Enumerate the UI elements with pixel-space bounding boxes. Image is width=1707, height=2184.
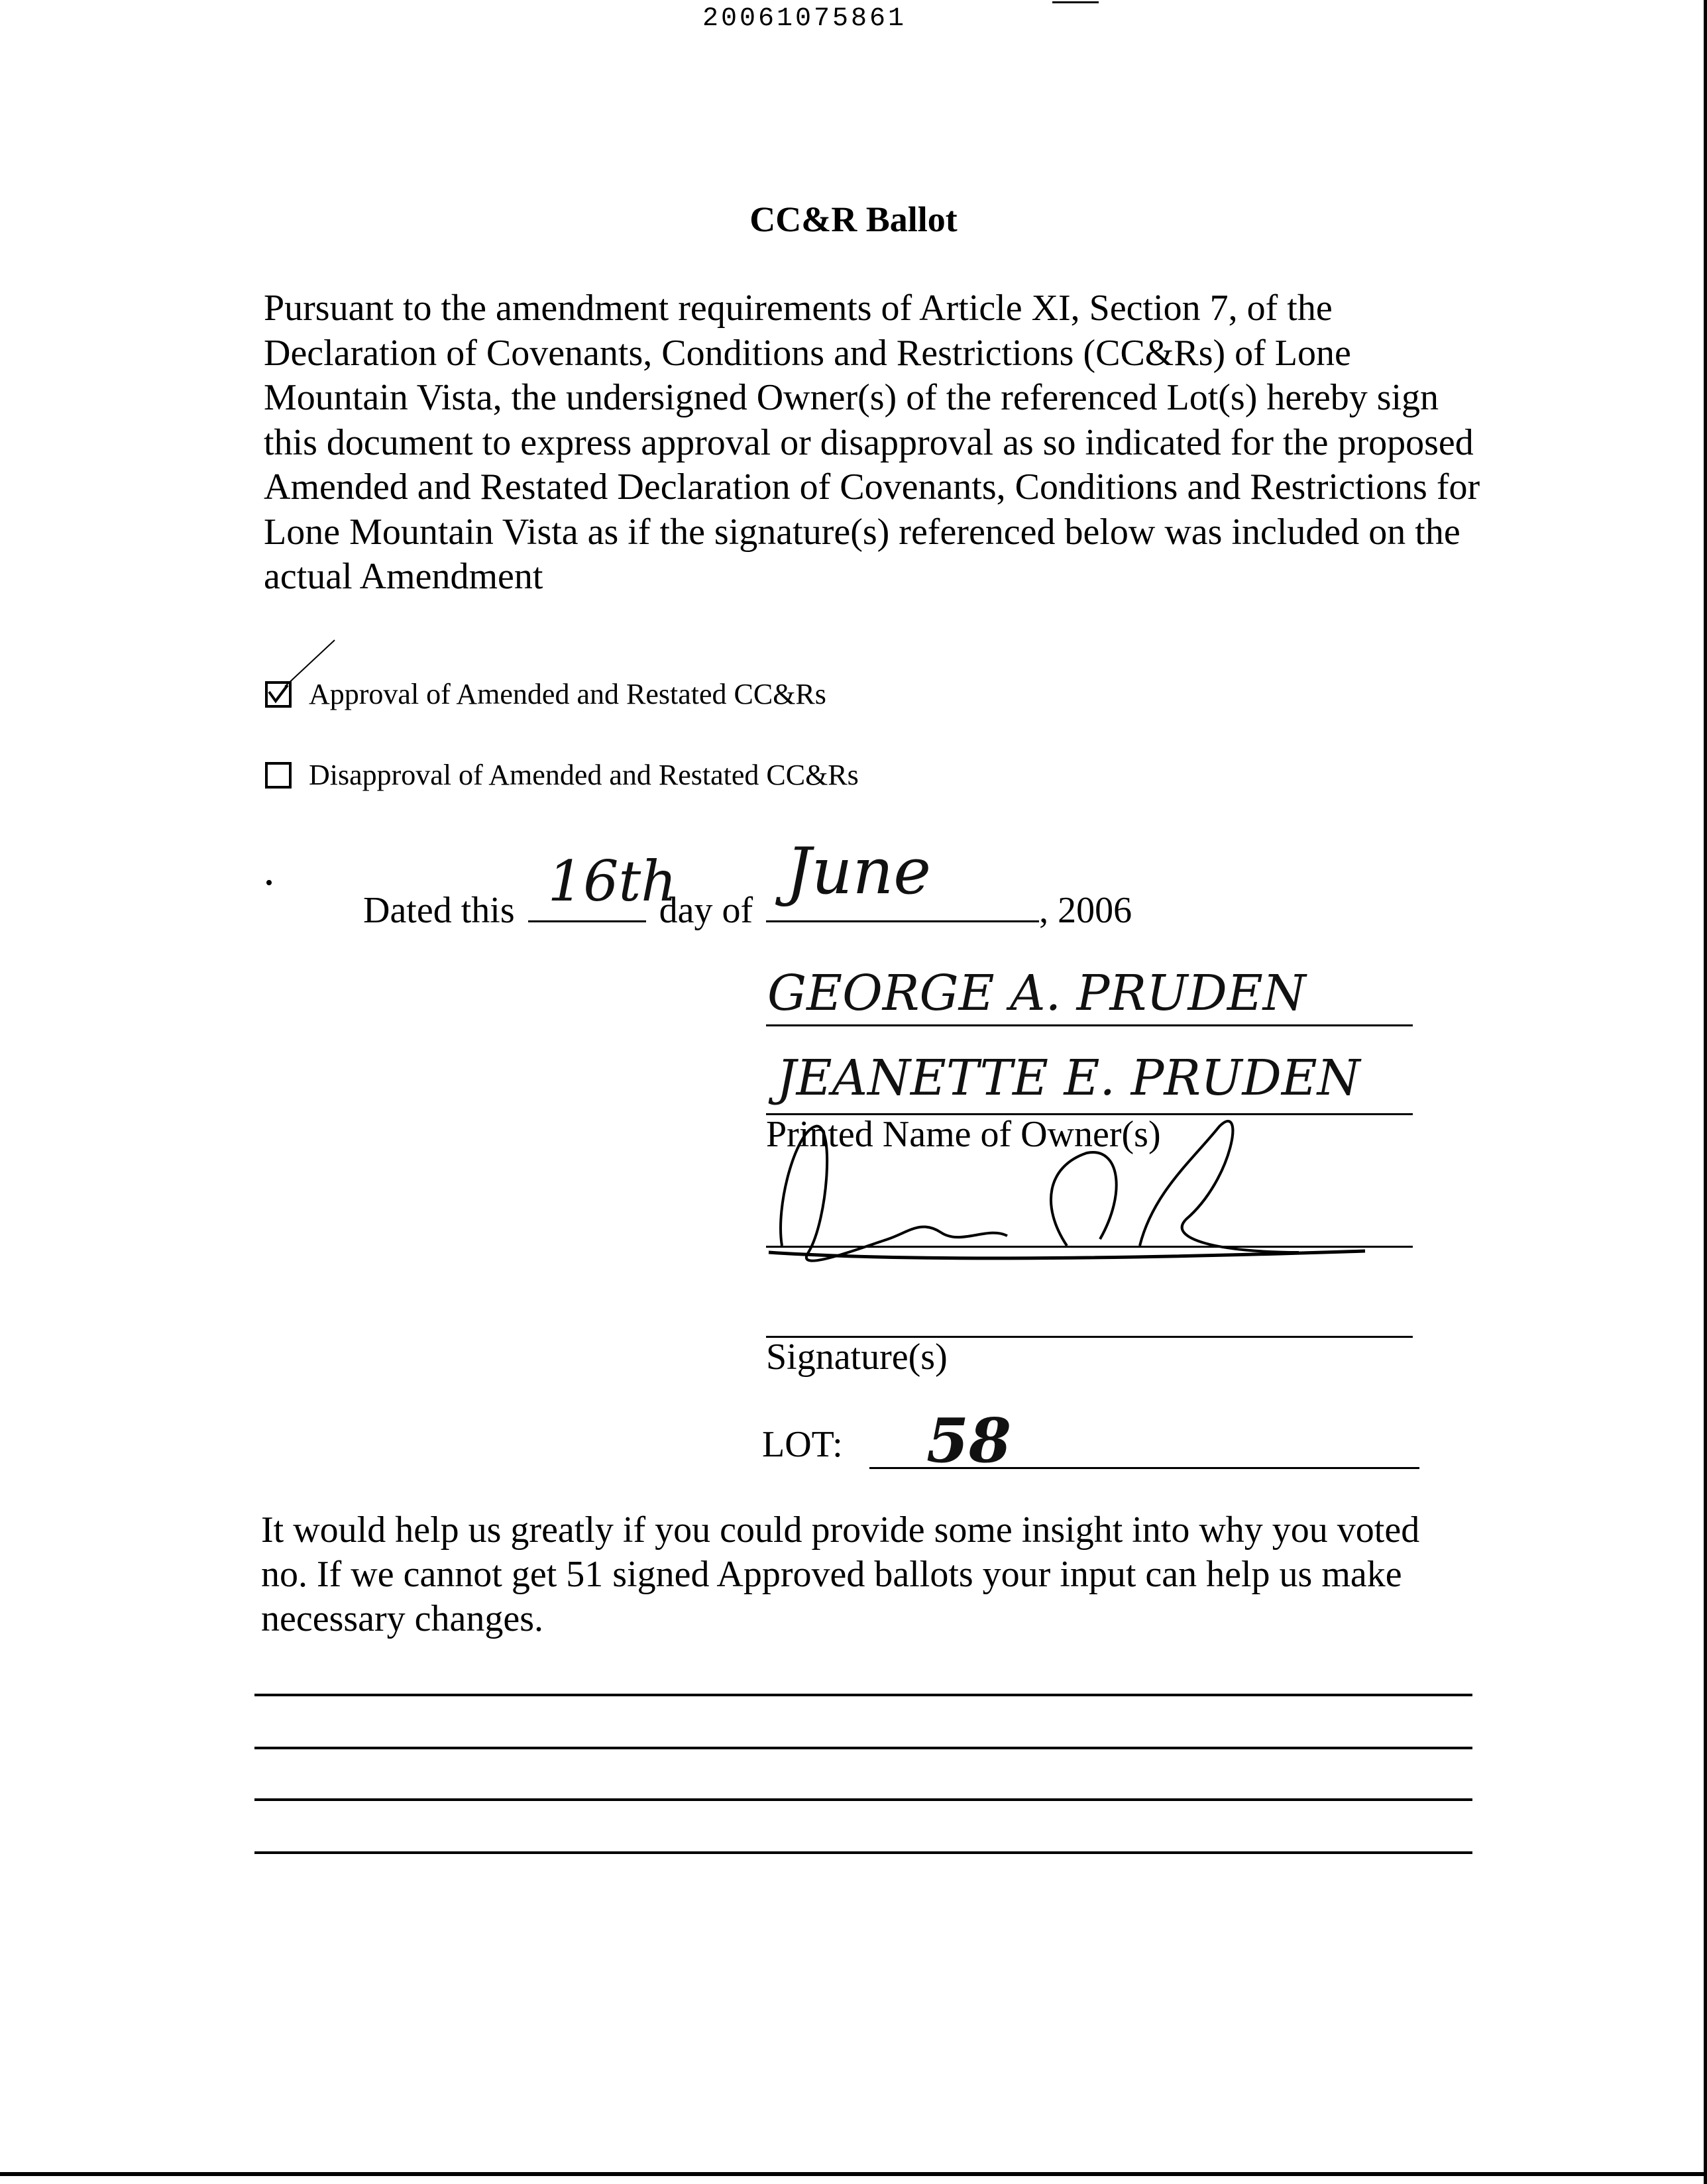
intro-paragraph: Pursuant to the amendment requirements of Article XI, Section 7, of the Declaration of Covenants, Conditions and Restrictions (CC&Rs) of Lone Mountain Vista, the undersigned Owner(s) of the referenced Lot(s) hereby sign this document to express approval or disapproval as so indicated for the proposed Amended and Restated Declaration of Covenants, Conditions and Restrictions for Lone Mountain Vista as if the signature(s) referenced below was included on the actual Amendment <box>264 288 1480 597</box>
disapproval-option[interactable] <box>265 758 859 792</box>
printed-name-1: GEORGE A. PRUDEN <box>767 965 1306 1022</box>
printed-name-label: Printed Name of Owner(s) <box>766 1114 1161 1155</box>
owner-signature <box>755 1087 1445 1279</box>
footer-paragraph: It would help us greatly if you could provide some insight into why you voted no. If we cannot get 51 signed Approved ballots your input can help us make necessary changes. <box>261 1509 1420 1639</box>
page-edge-right <box>1704 0 1707 2184</box>
month-handwritten: June <box>786 834 932 908</box>
comment-line-2[interactable] <box>254 1747 1472 1749</box>
day-handwritten: 16th <box>547 849 677 914</box>
signature-line-1[interactable] <box>766 1246 1413 1248</box>
lot-handwritten: 58 <box>926 1405 1012 1476</box>
document-number: 20061075861 <box>702 4 907 34</box>
comment-line-3[interactable] <box>254 1798 1472 1801</box>
approval-option[interactable] <box>265 677 826 711</box>
disapproval-label: Disapproval of Amended and Restated CC&Rs <box>309 759 859 791</box>
page-edge-bottom <box>0 2172 1707 2176</box>
printed-name-line-1[interactable] <box>766 1024 1413 1026</box>
month-field[interactable] <box>766 834 1039 922</box>
signature-label: Signature(s) <box>766 1337 948 1378</box>
dated-prefix: Dated this <box>363 890 515 931</box>
dated-line <box>363 834 1132 932</box>
scan-mark <box>1052 1 1099 3</box>
approval-label: Approval of Amended and Restated CC&Rs <box>309 678 826 710</box>
approval-checkbox[interactable] <box>265 681 292 708</box>
comment-line-4[interactable] <box>254 1851 1472 1854</box>
comment-line-1[interactable] <box>254 1694 1472 1696</box>
lot-label: LOT: <box>762 1424 843 1465</box>
dated-year: , 2006 <box>1039 890 1132 931</box>
page-title: CC&R Ballot <box>749 199 958 239</box>
check-mark-icon <box>265 681 292 708</box>
scan-speck <box>266 880 272 885</box>
printed-name-2: JEANETTE E. PRUDEN <box>777 1050 1360 1107</box>
dated-middle: day of <box>659 890 753 931</box>
day-field[interactable] <box>528 849 677 922</box>
disapproval-checkbox[interactable] <box>265 762 292 789</box>
